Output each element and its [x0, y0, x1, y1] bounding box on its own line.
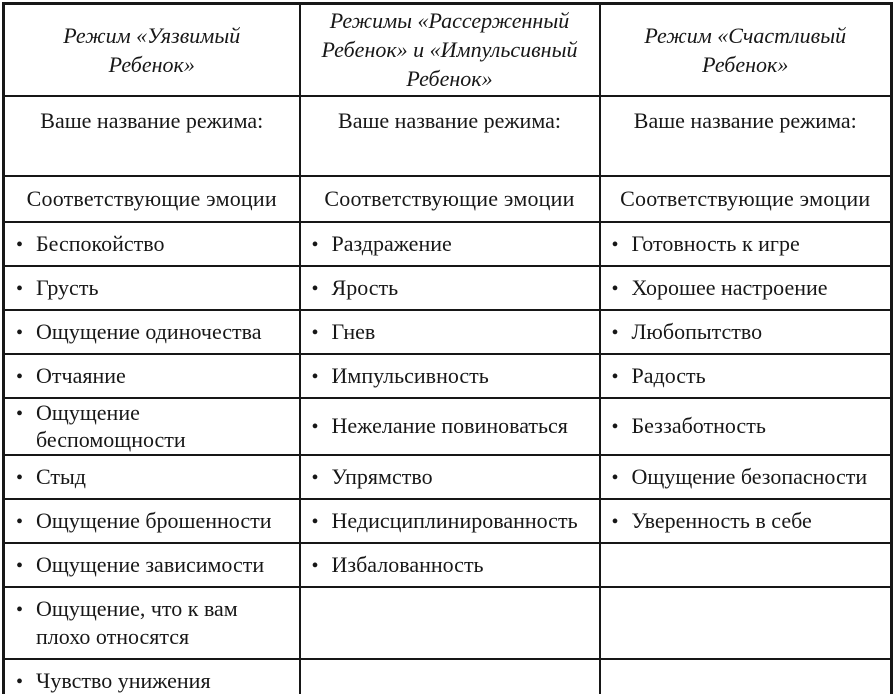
- emotion-label: Хорошее настроение: [631, 274, 828, 300]
- emotion-label: Ощущение брошенности: [36, 507, 272, 533]
- bullet-icon: •: [16, 233, 24, 256]
- emotion-cell: [300, 543, 600, 587]
- bullet-icon: •: [16, 466, 24, 489]
- bullet-icon: •: [611, 510, 619, 533]
- emotion-cell: [300, 222, 600, 266]
- bullet-icon: •: [611, 416, 619, 439]
- bullet-icon: •: [16, 599, 24, 621]
- emotion-cell: [300, 354, 600, 398]
- modes-emotions-table: [2, 2, 893, 694]
- emotion-cell: [4, 354, 300, 398]
- header-row: [4, 4, 892, 96]
- emotion-cell: [300, 266, 600, 310]
- emotions-header-label: Соответствующие эмоции: [26, 185, 277, 211]
- emotion-label: Раздражение: [331, 230, 452, 256]
- emotions-header-cell: [600, 176, 892, 222]
- bullet-icon: •: [611, 466, 619, 489]
- mode-header-cell-happy: [600, 4, 892, 96]
- mode-name-row: [4, 96, 892, 176]
- emotion-row: [4, 659, 892, 694]
- emotion-cell: [600, 266, 892, 310]
- mode-header-vulnerable: Режим «Уязвимый Ребенок»: [63, 22, 241, 77]
- bullet-icon: •: [611, 233, 619, 256]
- bullet-icon: •: [311, 277, 319, 300]
- mode-header-angry-impulsive: Режимы «Рассерженный Ребенок» и «Импульсивный Ребенок»: [321, 8, 578, 92]
- emotion-label: Чувство унижения: [36, 667, 211, 693]
- bullet-icon: •: [311, 233, 319, 256]
- mode-name-label: Ваше название режима:: [633, 107, 857, 133]
- emotion-cell: [600, 310, 892, 354]
- emotion-cell: [4, 499, 300, 543]
- emotion-cell: [4, 222, 300, 266]
- mode-name-cell: [300, 96, 600, 176]
- emotion-label: Радость: [631, 362, 706, 388]
- emotion-cell: [600, 499, 892, 543]
- emotion-cell: [300, 310, 600, 354]
- emotion-label: Ощущение беспомощности: [36, 399, 186, 452]
- bullet-icon: •: [311, 416, 319, 439]
- emotion-label: Недисциплинированность: [331, 507, 578, 533]
- bullet-icon: •: [16, 365, 24, 388]
- bullet-icon: •: [16, 554, 24, 577]
- emotions-header-label: Соответствующие эмоции: [620, 185, 871, 211]
- bullet-icon: •: [311, 321, 319, 344]
- bullet-icon: •: [311, 466, 319, 489]
- bullet-icon: •: [611, 321, 619, 344]
- bullet-icon: •: [311, 554, 319, 577]
- emotion-label: Ощущение одиночества: [36, 318, 262, 344]
- emotion-label: Отчаяние: [36, 362, 126, 388]
- emotion-row: [4, 354, 892, 398]
- emotion-cell: [4, 266, 300, 310]
- emotion-cell: [4, 398, 300, 455]
- bullet-icon: •: [311, 510, 319, 533]
- emotion-cell: [4, 587, 300, 659]
- bullet-icon: •: [311, 365, 319, 388]
- bullet-icon: •: [16, 321, 24, 344]
- emotion-cell: [300, 587, 600, 659]
- emotion-label: Ощущение безопасности: [631, 463, 868, 489]
- emotion-label: Нежелание повиноваться: [331, 413, 568, 439]
- emotion-cell: [600, 659, 892, 694]
- emotion-label: Уверенность в себе: [631, 507, 812, 533]
- emotion-label: Готовность к игре: [631, 230, 800, 256]
- emotion-cell: [600, 222, 892, 266]
- emotion-label: Импульсивность: [331, 362, 489, 388]
- bullet-icon: •: [16, 510, 24, 533]
- emotion-label: Гнев: [331, 318, 376, 344]
- emotion-cell: [600, 354, 892, 398]
- bullet-icon: •: [16, 402, 24, 425]
- mode-header-cell-angry-impulsive: [300, 4, 600, 96]
- emotion-row: [4, 266, 892, 310]
- emotion-label: Любопытство: [631, 318, 763, 344]
- emotions-header-row: [4, 176, 892, 222]
- emotion-cell: [300, 455, 600, 499]
- bullet-icon: •: [611, 365, 619, 388]
- emotions-header-label: Соответствующие эмоции: [324, 185, 575, 211]
- emotion-cell: [600, 543, 892, 587]
- emotion-cell: [600, 398, 892, 455]
- mode-name-cell: [600, 96, 892, 176]
- emotion-label: Грусть: [36, 274, 99, 300]
- mode-name-label: Ваше название режима:: [40, 107, 264, 133]
- emotion-row: [4, 587, 892, 659]
- bullet-icon: •: [611, 277, 619, 300]
- emotion-cell: [300, 398, 600, 455]
- emotion-cell: [300, 499, 600, 543]
- emotion-label: Ощущение зависимости: [36, 551, 265, 577]
- emotion-label: Избалованность: [331, 551, 484, 577]
- emotion-cell: [4, 310, 300, 354]
- emotion-row: [4, 398, 892, 455]
- mode-header-cell-vulnerable: [4, 4, 300, 96]
- emotion-cell: [600, 587, 892, 659]
- mode-header-happy: Режим «Счастливый Ребенок»: [644, 22, 847, 77]
- emotion-cell: [300, 659, 600, 694]
- emotion-cell: [4, 659, 300, 694]
- bullet-icon: •: [16, 670, 24, 693]
- emotion-cell: [4, 543, 300, 587]
- bullet-icon: •: [16, 277, 24, 300]
- emotion-label: Ярость: [331, 274, 399, 300]
- emotion-row: [4, 543, 892, 587]
- mode-name-cell: [4, 96, 300, 176]
- emotion-cell: [600, 455, 892, 499]
- emotion-row: [4, 222, 892, 266]
- emotion-row: [4, 499, 892, 543]
- emotion-label: Беззаботность: [631, 413, 766, 439]
- emotions-header-cell: [4, 176, 300, 222]
- emotion-label: Упрямство: [331, 463, 433, 489]
- emotions-header-cell: [300, 176, 600, 222]
- emotion-cell: [4, 455, 300, 499]
- emotion-row: [4, 310, 892, 354]
- emotion-label: Беспокойство: [36, 230, 165, 256]
- emotion-row: [4, 455, 892, 499]
- emotion-label: Стыд: [36, 463, 86, 489]
- mode-name-label: Ваше название режима:: [338, 107, 561, 133]
- emotion-label: Ощущение, что к вам плохо относятся: [36, 596, 238, 649]
